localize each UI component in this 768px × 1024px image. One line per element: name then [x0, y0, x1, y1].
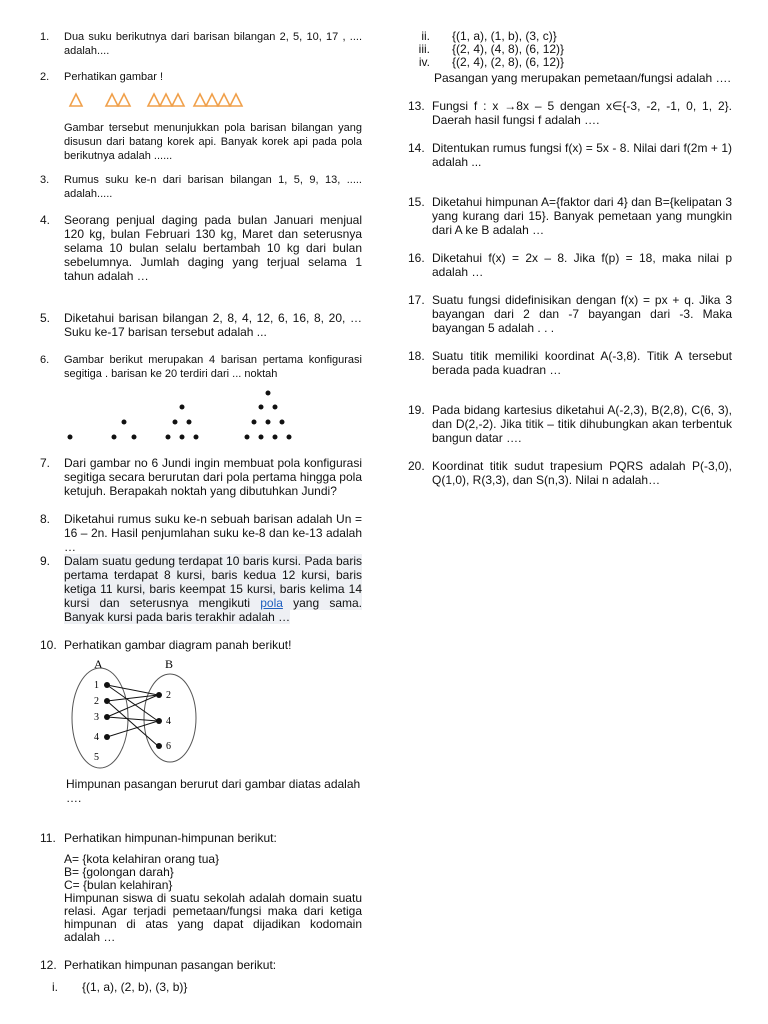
question-14 — [408, 141, 732, 169]
question-text: Ditentukan rumus fungsi f(x) = 5x - 8. Nilai dari f(2m + 1) adalah ... — [432, 141, 732, 169]
question-9 — [40, 554, 362, 624]
question-text: Gambar tersebut menunjukkan pola barisan bilangan yang disusun dari batang korek api. Banyak korek api pada pola berikutnya adalah ...... — [64, 122, 362, 162]
dot — [245, 435, 250, 440]
question-number: 13. — [408, 99, 425, 113]
dot — [132, 435, 137, 440]
right-column — [408, 30, 732, 487]
set-a-item: 2 — [94, 696, 99, 707]
option-number: i. — [52, 980, 58, 994]
question-text: Koordinat titik sudut trapesium PQRS adalah P(-3,0), Q(1,0), R(3,3), dan S(n,3). Nilai n adalah… — [432, 459, 732, 487]
question-number: 1. — [40, 31, 50, 43]
question-16 — [408, 251, 732, 279]
triangle-pattern-2b — [118, 94, 130, 106]
set-a-item: 4 — [94, 732, 99, 743]
matchstick-triangles-figure — [68, 90, 268, 112]
question-text: Diketahui rumus suku ke-n sebuah barisan adalah Un = 16 – 2n. Hasil penjumlahan suku ke-8 dan ke-13 adalah … — [64, 512, 362, 554]
question-text: Perhatikan gambar diagram panah berikut! — [64, 638, 292, 652]
option-number: iv. — [418, 55, 430, 69]
dot — [266, 420, 271, 425]
option-number: ii. — [421, 29, 430, 43]
question-text: Suatu titik memiliki koordinat A(-3,8). Titik A tersebut berada pada kuadran … — [432, 349, 732, 377]
pola-link[interactable]: pola — [260, 596, 283, 610]
dot — [287, 435, 292, 440]
question-12-options-continued — [408, 30, 732, 69]
question-2 — [40, 70, 362, 84]
dot — [280, 420, 285, 425]
question-2-description — [40, 121, 362, 163]
question-15 — [408, 195, 732, 237]
point — [104, 734, 110, 740]
question-13 — [408, 99, 732, 127]
question-12-option-i — [40, 980, 362, 994]
question-text: Himpunan siswa di suatu sekolah adalah domain suatu relasi. Agar terjadi pemetaan/fungsi maka dari ketiga himpunan di atas yang dapat dijadikan kodomain adalah … — [64, 891, 362, 944]
question-text: Diketahui f(x) = 2x – 8. Jika f(p) = 18, maka nilai p adalah … — [432, 251, 732, 279]
triangle-pattern-3a — [148, 94, 160, 106]
question-text: Seorang penjual daging pada bulan Januari menjual 120 kg, bulan Februari 130 kg, Maret dan seterusnya selama 10 bulan selalu bertambah 10 kg dari bulan sebelumnya. Jumlah daging yang terjual selama 1 tahun adalah … — [64, 213, 362, 283]
question-number: 17. — [408, 293, 425, 307]
question-number: 14. — [408, 141, 425, 155]
question-10-description — [40, 777, 362, 805]
question-number: 5. — [40, 311, 51, 325]
option-number: iii. — [418, 42, 430, 56]
question-number: 8. — [40, 512, 51, 526]
question-text: Himpunan pasangan berurut dari gambar diatas adalah …. — [66, 777, 361, 805]
question-number: 20. — [408, 459, 425, 473]
set-a-item: 1 — [94, 680, 99, 691]
dot — [273, 435, 278, 440]
dot — [173, 420, 178, 425]
question-text: Diketahui barisan bilangan 2, 8, 4, 12, 6, 16, 8, 20, … Suku ke-17 barisan tersebut adalah ... — [64, 311, 362, 339]
set-a-label: A — [94, 658, 103, 671]
question-text: Dua suku berikutnya dari barisan bilangan 2, 5, 10, 17 , .... adalah.... — [64, 31, 362, 57]
question-number: 2. — [40, 71, 50, 83]
set-definition: C= {bulan kelahiran} — [64, 878, 173, 892]
question-5 — [40, 311, 362, 339]
option-text: {(2, 4), (4, 8), (6, 12)} — [452, 42, 565, 56]
question-text-part: Dalam suatu gedung terdapat 10 baris kursi. Pada baris pertama terdapat 8 kursi, baris kedua 12 kursi, baris ketiga 11 kursi, baris keempat 15 kursi, baris kelima 14 kursi dan seterusnya mengikuti — [64, 554, 362, 610]
option-text: {(1, a), (2, b), (3, b)} — [82, 980, 188, 994]
triangle-pattern-4a — [194, 94, 206, 106]
question-text: Rumus suku ke-n dari barisan bilangan 1, 5, 9, 13, ..... adalah..... — [64, 174, 362, 200]
question-text: Gambar berikut merupakan 4 barisan pertama konfigurasi segitiga . barisan ke 20 terdiri dari ... noktah — [64, 354, 362, 380]
set-b-item: 4 — [166, 716, 171, 727]
question-4 — [40, 213, 362, 283]
question-3 — [40, 173, 362, 201]
dot — [180, 435, 185, 440]
point — [104, 714, 110, 720]
point — [156, 692, 162, 698]
triangle-pattern-4d — [230, 94, 242, 106]
option-text: {(1, a), (1, b), (3, c)} — [452, 29, 557, 43]
question-20 — [408, 459, 732, 487]
question-text: Suatu fungsi didefinisikan dengan f(x) = px + q. Jika 3 bayangan dari 2 dan -7 bayangan dari -3. Maka bayangan 5 adalah . . . — [432, 293, 732, 335]
set-b-label: B — [165, 658, 174, 671]
question-text: Dari gambar no 6 Jundi ingin membuat pola konfigurasi segitiga secara berurutan dari pola pertama hingga pola ketujuh. Berapakah noktah yang dibutuhkan Jundi? — [64, 456, 362, 498]
question-12-prompt — [408, 71, 732, 85]
triangle-dots-figure — [64, 389, 314, 445]
question-19 — [408, 403, 732, 445]
question-number: 4. — [40, 213, 51, 227]
question-number: 12. — [40, 958, 57, 972]
triangle-pattern-4b — [206, 94, 218, 106]
set-definition: B= {golongan darah} — [64, 865, 174, 879]
question-text: Pada bidang kartesius diketahui A(-2,3), B(2,8), C(6, 3), dan D(2,-2). Jika titik – titik dihubungkan akan terbentuk bangun datar …. — [432, 403, 732, 445]
point — [104, 682, 110, 688]
option-row — [408, 56, 732, 69]
set-a-item: 3 — [94, 712, 99, 723]
question-number: 19. — [408, 403, 425, 417]
dot — [112, 435, 117, 440]
question-text: Perhatikan himpunan-himpunan berikut: — [64, 831, 277, 845]
question-10 — [40, 638, 362, 652]
question-text: Fungsi f : x →8x – 5 dengan x∈{-3, -2, -1, 0, 1, 2}. Daerah hasil fungsi f adalah …. — [432, 99, 732, 127]
set-a-item: 5 — [94, 752, 99, 763]
left-column — [40, 28, 362, 994]
set-definition: A= {kota kelahiran orang tua} — [64, 852, 220, 866]
dot — [187, 420, 192, 425]
question-text: Diketahui himpunan A={faktor dari 4} dan B={kelipatan 3 yang kurang dari 15}. Banyak pemetaan yang mungkin dari A ke B adalah … — [432, 195, 732, 237]
question-number: 11. — [40, 831, 56, 845]
dot — [180, 405, 185, 410]
dot — [252, 420, 257, 425]
question-number: 16. — [408, 251, 425, 265]
dot — [194, 435, 199, 440]
dot — [122, 420, 127, 425]
triangle-pattern-4c — [218, 94, 230, 106]
question-18 — [408, 349, 732, 377]
dot — [259, 405, 264, 410]
question-11 — [40, 831, 362, 845]
question-number: 3. — [40, 174, 50, 186]
point — [156, 718, 162, 724]
point — [104, 698, 110, 704]
triangle-pattern-3c — [172, 94, 184, 106]
question-8 — [40, 512, 362, 554]
question-12 — [40, 958, 362, 972]
question-number: 10. — [40, 638, 57, 652]
question-6 — [40, 353, 362, 381]
question-number: 6. — [40, 354, 50, 366]
arrow — [107, 717, 158, 721]
dot — [259, 435, 264, 440]
dot — [273, 405, 278, 410]
set-b-item: 6 — [166, 741, 171, 752]
question-text: Perhatikan himpunan pasangan berikut: — [64, 958, 277, 972]
triangle-pattern-3b — [160, 94, 172, 106]
question-1 — [40, 30, 362, 58]
question-number: 18. — [408, 349, 425, 363]
question-text-part: yang sama. Banyak kursi pada baris terakhir adalah … — [64, 596, 363, 624]
triangle-pattern-1 — [70, 94, 82, 106]
question-11-sets — [40, 853, 362, 944]
question-7 — [40, 456, 362, 498]
triangle-pattern-2a — [106, 94, 118, 106]
point — [156, 743, 162, 749]
question-number: 9. — [40, 554, 51, 568]
set-b-item: 2 — [166, 690, 171, 701]
arrow-diagram-figure — [68, 658, 208, 772]
question-text: Pasangan yang merupakan pemetaan/fungsi adalah …. — [434, 71, 731, 85]
option-text: {(2, 4), (2, 8), (6, 12)} — [452, 55, 565, 69]
question-text: Perhatikan gambar ! — [64, 71, 164, 83]
question-text — [64, 554, 362, 624]
question-17 — [408, 293, 732, 335]
dot — [266, 391, 271, 396]
dot — [68, 435, 73, 440]
question-number: 7. — [40, 456, 51, 470]
dot — [166, 435, 171, 440]
question-number: 15. — [408, 195, 425, 209]
